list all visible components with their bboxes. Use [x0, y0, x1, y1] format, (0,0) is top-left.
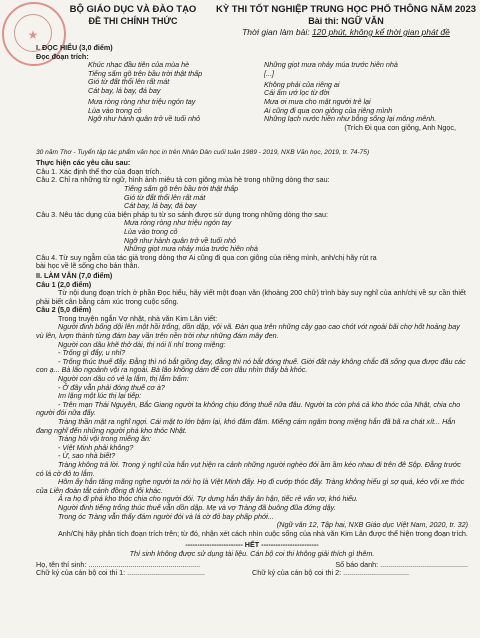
question-3: Câu 3. Nêu tác dụng của biện pháp tu từ so sánh được sử dụng trong những dòng thơ sau:	[36, 209, 329, 219]
source-note: 30 năm Thơ - Tuyển tập tác phẩm văn học in trên Nhân Dân cuối tuần 1989 - 2019, NXB Văn học, 2019, tr. 74-75)	[36, 149, 370, 157]
header-left	[58, 4, 208, 26]
poem-line: Gió từ đất thổi lên rất mát	[88, 77, 170, 87]
exam-content	[36, 44, 468, 578]
excerpt-paragraph: Người đinh bống dội lên một hồi trống, dồn dập, vội vã. Đàn quạ trên những cây gạo cao chót vót ngoài bãi chợ hốt hoảng bay vù lên, lượn thành từng đám bay vần trên nền trời như những đám mây đen.	[36, 322, 460, 341]
q2-line: Cát bay, lá bay, đá bay	[124, 201, 197, 211]
c2-task: Anh/Chị hãy phân tích đoạn trích trên; từ đó, nhận xét cách nhìn cuộc sống của nhà văn Kim Lân được thể hiện trong đoạn trích.	[58, 528, 468, 538]
q2-line: Tiếng sấm gõ trên bầu trời thật thấp	[124, 183, 239, 193]
poem-line: Tiếng sấm gõ trên bầu trời thật thấp	[88, 68, 203, 78]
c2-intro: Trong truyện ngắn Vợ nhặt, nhà văn Kim Lân viết:	[58, 313, 218, 323]
poem-excerpt	[36, 61, 468, 148]
subject-title: Bài thi: NGỮ VĂN	[308, 16, 384, 26]
excerpt-paragraph: - Ở đây vẫn phải đóng thuế cơ à?	[58, 382, 165, 392]
excerpt-paragraph: Người con dâu khẽ thở dài, thị nói lí nhí trong miệng:	[58, 339, 226, 349]
excerpt-paragraph: - Trên mạn Thái Nguyên, Bắc Giang người ta không chịu đóng thuế nữa đâu. Người ta còn phá cả kho thóc của Nhật, chia cho người đói nữa đấy.	[36, 399, 461, 418]
excerpt-paragraph: Trong óc Tràng vẫn thấy đám người đói và lá cờ đỏ bay phấp phới...	[58, 511, 274, 521]
c1-title: Câu 1 (2,0 điểm)	[36, 279, 92, 289]
poem-line: Cái ẩm ướ lọc từ đời	[264, 88, 330, 98]
question-1: Câu 1. Xác định thể thơ của đoạn trích.	[36, 166, 162, 176]
poem-line: Những lạch nước hiền như bỗng sống lại mông mênh.	[264, 114, 437, 124]
question-4-cont: bài học về lẽ sống cho bản thân.	[36, 261, 140, 271]
candidate-number-field: Số báo danh: ............................................	[335, 559, 468, 569]
excerpt-paragraph: Tràng không trả lời. Trong ý nghĩ của hắn vụt hiện ra cảnh những người nghèo đói ầm ầm kéo nhau đi trên đê Sộp. Đằng trước có lá cờ đỏ to lắm.	[36, 459, 461, 478]
poem-right-column	[264, 61, 464, 132]
excerpt-paragraph: Người con dâu có vẻ lạ lắm, thị lắm bẩm:	[58, 374, 189, 384]
proctor-1-signature: Chữ ký của cán bộ coi thi 1: .......................................	[36, 568, 205, 578]
poem-line: Ngỡ như hành quân trở về tuổi nhỏ	[88, 114, 200, 124]
excerpt-paragraph: - Trống thúc thuế đấy. Đằng thì nó bắt giồng đay, đằng thì nó bắt đóng thuế. Giời đất này không chắc đã sống qua được đâu các con ạ... Bà lão ngoảnh vội ra ngoài. Bà lão không dám để con dâu nhìn thấy bà khóc.	[36, 356, 466, 375]
excerpt-paragraph: Người đinh tiếng trống thúc thuế vẫn dồn dập. Mẹ và vợ Tràng đã buông đũa đứng dậy.	[58, 502, 336, 512]
official-label: ĐỀ THI CHÍNH THỨC	[88, 16, 178, 26]
poem-line: [...]	[264, 68, 274, 78]
c1-text: Từ nội dung đoạn trích ở phần Đọc hiểu, hãy viết một đoạn văn (khoảng 200 chữ) trình bày suy nghĩ của anh/chị về sự cần thiết phải biết cân bằng cảm xúc trong cuộc sống.	[36, 288, 466, 306]
tasks-heading: Thực hiện các yêu cầu sau:	[36, 158, 131, 168]
header-right	[215, 4, 477, 37]
poem-line: Mưa ơi mưa cho mặt người trẻ lại	[264, 96, 371, 106]
end-marker: ------------------------ HẾT ------------------------	[185, 540, 319, 550]
excerpt-paragraph: Tràng hỏi vội trong miếng ăn:	[58, 434, 151, 444]
ministry-name: BỘ GIÁO DỤC VÀ ĐÀO TẠO	[69, 4, 197, 15]
question-4: Câu 4. Từ suy ngẫm của tác giả trong dòng thơ Ai cũng đi qua con giông của riêng mình, anh/chị hãy rút ra	[36, 252, 377, 262]
excerpt-source: (Ngữ văn 12, Tập hai, NXB Giáo dục Việt Nam, 2020, tr. 32)	[276, 520, 468, 530]
part1-title: I. ĐỌC HIỂU (3,0 điểm)	[36, 43, 113, 52]
poem-credit: (Trích Đi qua con giông, Anh Ngọc,	[344, 122, 456, 132]
poem-line: Cát bay, lá bay, đá bay	[88, 85, 161, 95]
seal-star-icon: ★	[27, 28, 39, 42]
question-2: Câu 2. Chỉ ra những từ ngữ, hình ảnh miêu tả cơn giông mùa hè trong những dòng thơ sau:	[36, 175, 330, 185]
part2-title: II. LÀM VĂN (7,0 điểm)	[36, 270, 113, 280]
poem-line: Lùa vào trong cỏ	[88, 105, 142, 115]
excerpt-paragraph: - Việt Minh phải không?	[58, 442, 134, 452]
poem-line: Những giọt mưa nhảy múa trước hiên nhà	[264, 60, 398, 70]
exam-title: KỲ THI TỐT NGHIỆP TRUNG HỌC PHỔ THÔNG NĂM 2023	[215, 4, 477, 15]
q2-line: Gió từ đất thổi lên rất mát	[124, 192, 206, 202]
excerpt-paragraph: Hôm ấy hắn tăng mãng nghe người ta nói họ là Việt Minh đấy. Họ đi cướp thóc đấy. Tràng không hiểu gì sợ quá, kéo vội xe thóc của Liên đoàn tắt cánh đồng đi lối khác.	[36, 477, 465, 495]
poem-line: Mưa ròng ròng như triệu ngón tay	[88, 96, 196, 106]
candidate-name-field: Họ, tên thí sinh: ........................................................	[36, 559, 201, 569]
excerpt-paragraph: Ả ra họ đi phá kho thóc chia cho người đói. Tự dưng hắn thấy ân hận, tiếc rẻ vẩn vơ, khó hiểu.	[58, 494, 359, 504]
proctor-2-signature: Chữ ký của cán bộ coi thi 2: .................................	[252, 568, 410, 578]
reading-intro: Đọc đoạn trích:	[36, 51, 89, 61]
time-limit	[215, 27, 477, 37]
poem-line: Không phải của riêng ai	[264, 79, 340, 89]
poem-left-column	[88, 61, 263, 124]
footer-note: Thí sinh không được sử dụng tài liệu. Cán bộ coi thi không giải thích gì thêm.	[129, 548, 375, 558]
excerpt-paragraph: - Ừ, sao nhà biết?	[58, 451, 116, 461]
time-prefix: Thời gian làm bài:	[242, 27, 312, 37]
excerpt-paragraph: - Trống gì đấy, u nhỉ?	[58, 348, 126, 358]
q3-line: Những giọt mưa nhảy múa trước hiên nhà	[124, 244, 258, 254]
poem-line: Khúc nhạc đầu tiên của mùa hè	[88, 60, 190, 70]
q3-line: Mưa ròng ròng như triệu ngón tay	[124, 218, 232, 228]
poem-line: Ai cũng đi qua con giông của riêng mình	[264, 105, 393, 115]
q3-line: Lùa vào trong cỏ	[124, 226, 178, 236]
time-value: 120 phút, không kể thời gian phát đề	[311, 27, 450, 37]
signature-row	[36, 569, 468, 578]
c2-title: Câu 2 (5,0 điểm)	[36, 305, 92, 315]
excerpt-paragraph: Im lặng một lúc thị lại tiếp:	[58, 391, 142, 401]
q3-line: Ngỡ như hành quân trở về tuổi nhỏ	[124, 235, 236, 245]
excerpt-paragraph: Tràng thần mặt ra nghĩ ngợi. Cái mặt to lớn bặm lại, khó đăm đăm. Miếng cám ngăm trong miệng hắn đã bã ra chát xít... Hắn đang nghĩ đến những người phá kho thóc Nhật.	[36, 417, 456, 435]
